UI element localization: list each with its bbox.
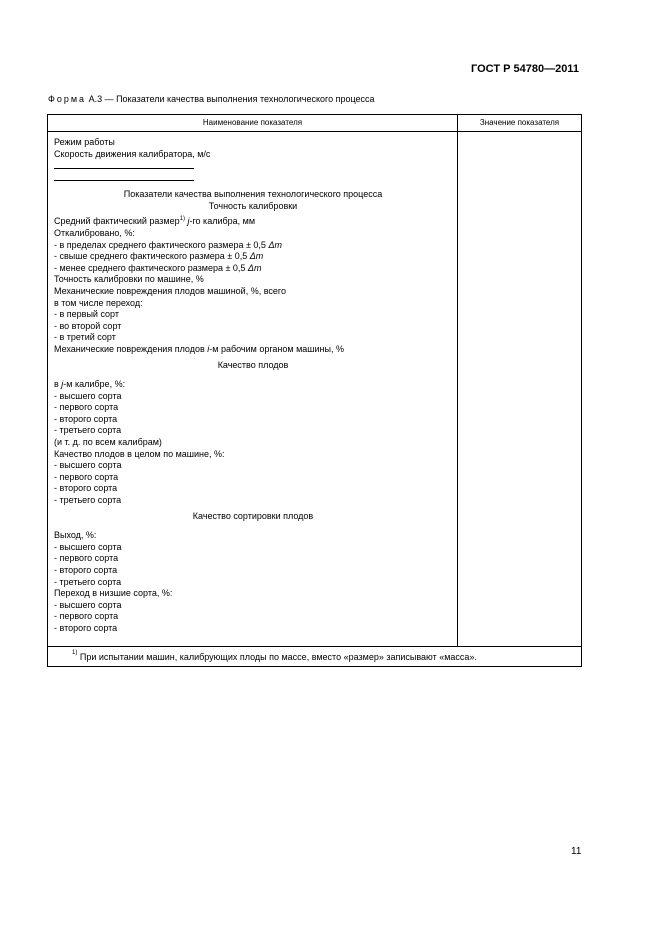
avg-size-j: j [187,216,190,227]
footnote-divider [48,646,581,647]
avg-size-unit: -го калибра, мм [189,216,256,227]
grade-item: - первого сорта [54,402,119,413]
footnote-mark: 1) [72,650,78,656]
damage-organ-i: i [207,343,210,354]
row-accuracy: Точность калибровки по машине, % [54,274,204,285]
damage-organ-rest: -м рабочим органом машины, % [209,343,344,354]
section-title-fruit-quality: Качество плодов [217,359,289,370]
row-to-second: - во второй сорт [54,320,122,331]
row-calibrated: Откалибровано, %: [54,227,135,238]
grade-item: - первого сорта [54,611,119,622]
grade-item: - высшего сорта [54,541,122,552]
indicators-table [47,114,582,667]
row-quality-machine: Качество плодов в целом по машине, %: [54,448,225,459]
grade-item: - высшего сорта [54,460,122,471]
row-lower-transition: Переход в низшие сорта, %: [54,588,173,599]
row-below [54,263,452,275]
grade-item: - третьего сорта [54,425,122,436]
in-j-text: в [54,379,62,390]
row-in-j-caliber [54,379,452,391]
footnote-text: При испытании машин, калибрующих плоды по массе, вместо «размер» записывают «масса». [79,652,477,662]
footnote-ref: 1) [179,216,185,223]
row-above [54,251,452,263]
damage-organ-text: Механические повреждения плодов [54,343,208,354]
standard-designation: ГОСТ Р 54780—2011 [471,63,579,75]
grade-item: - первого сорта [54,553,119,564]
row-damage-machine: Механические повреждения плодов машиной, %, всего [54,285,286,296]
row-within [54,240,452,252]
in-j-rest: -м калибре, %: [63,379,126,390]
form-title: А.3 — Показатели качества выполнения технологического процесса [88,94,375,104]
in-j-italic: j [61,379,64,390]
row-output: Выход, %: [54,530,97,541]
row-etc: (и т. д. по всем калибрам) [54,437,162,448]
grade-item: - третьего сорта [54,495,122,506]
avg-size-text: Средний фактический размер [54,216,180,227]
grade-item: - второго сорта [54,622,118,633]
grade-item: - третьего сорта [54,576,122,587]
header-divider [48,131,581,132]
column-header-value: Значение показателя [479,118,560,127]
row-mode: Режим работы [54,137,115,147]
above-text: - свыше среднего фактического размера ± 0,5 [54,251,250,262]
grade-item: - второго сорта [54,483,118,494]
delta-m: Δm [249,251,264,262]
row-avg-size [54,216,452,228]
row-to-first: - в первый сорт [54,309,119,320]
blank-line-2 [54,173,194,182]
form-label: Форма [48,94,87,104]
table-footnote [72,652,477,662]
blank-line-1 [54,160,194,169]
section-title-sorting-quality: Качество сортировки плодов [192,510,314,521]
grade-item: - высшего сорта [54,599,122,610]
row-speed: Скорость движения калибратора, м/с [54,148,211,159]
row-damage-organ [54,344,452,356]
form-caption [48,94,375,104]
section-subtitle-accuracy: Точность калибровки [208,200,298,211]
row-incl-transition: в том числе переход: [54,297,143,308]
section-title-process: Показатели качества выполнения технологического процесса [123,189,383,200]
grade-item: - второго сорта [54,565,118,575]
row-to-third: - в третий сорт [54,332,116,343]
delta-m: Δm [247,262,262,273]
grade-item: - второго сорта [54,413,118,424]
column-divider [457,115,458,646]
grade-item: - высшего сорта [54,390,122,401]
grade-item: - первого сорта [54,471,119,482]
indicator-list [54,137,452,635]
column-header-name: Наименование показателя [202,118,303,127]
within-text: - в пределах среднего фактического размера ± 0,5 [54,239,269,250]
page-number: 11 [571,846,582,857]
delta-m: Δm [268,239,282,250]
below-text: - менее среднего фактического размера ± 0,5 [54,262,248,273]
